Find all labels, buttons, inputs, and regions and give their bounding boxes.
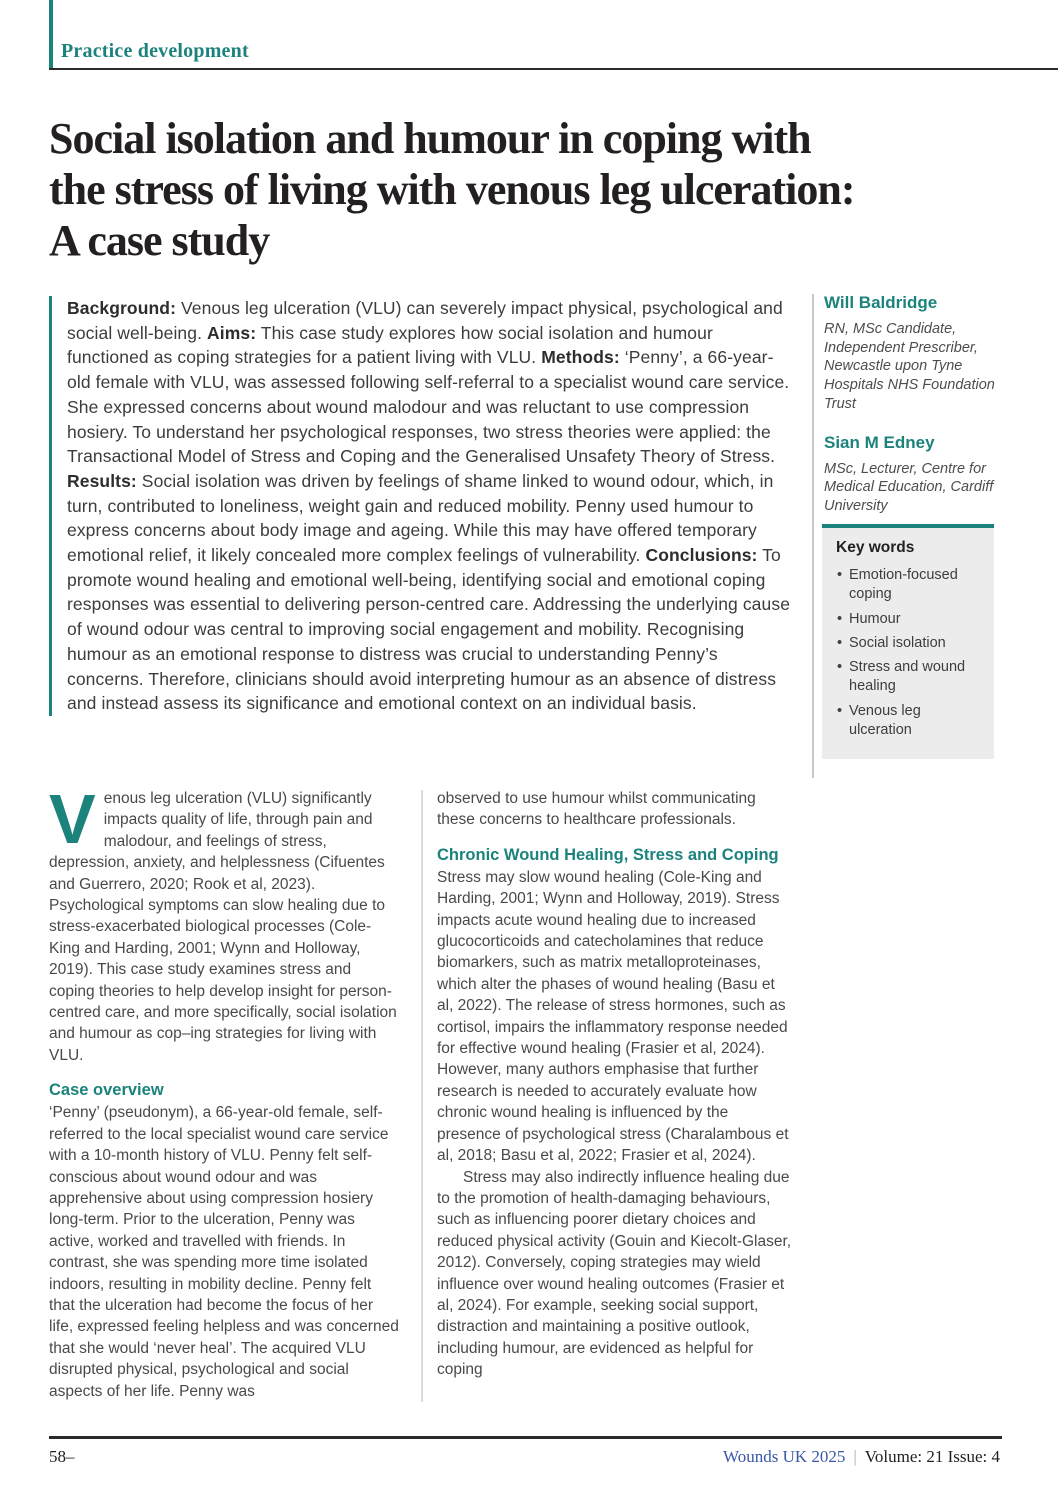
article-title — [49, 113, 855, 266]
body-column-right — [437, 788, 793, 1381]
section-kicker: Practice development — [61, 40, 249, 62]
author-name-2: Sian M Edney — [824, 432, 935, 452]
author-affiliation-2: MSc, Lecturer, Centre for Medical Education, Cardiff University — [824, 460, 994, 514]
author-affiliation-1: RN, MSc Candidate, Independent Prescriber, Newcastle upon Tyne Hospitals NHS Foundation Trust — [824, 321, 995, 412]
abstract-label-conclusions: Conclusions: — [645, 545, 758, 566]
abstract-segment-aims: This case study explores how social isolation and humour functioned as coping strategies for a patient living with VLU. — [67, 322, 713, 368]
abstract-block — [49, 296, 797, 716]
keywords-list — [836, 566, 984, 740]
volume-issue: Volume: 21 Issue: 4 — [864, 1447, 1000, 1466]
title-line-3: A case study — [49, 216, 270, 265]
sidebar-divider-rule — [812, 294, 814, 778]
abstract-label-aims: Aims: — [207, 322, 257, 343]
body-column-left — [49, 780, 401, 1402]
header-rule — [49, 68, 1058, 70]
title-line-2: the stress of living with venous leg ulceration: — [49, 165, 855, 214]
intro-text: enous leg ulceration (VLU) significantly impacts quality of life, through pain and malodour, and feelings of stress, depression, anxiety, and helplessness (Cifuentes and Guerrero, 2020; Rook et al, 2023). Psychological symptoms can slow healing due to stress-exacerbated biological processes (Cole-King and Harding, 2001; Wynn and Holloway, 2019). This case study examines stress and coping theories to help develop insight for person-centred care, and more specifically, social isolation and humour as cop–ing strategies for living with VLU. — [49, 790, 397, 1064]
section-heading-case-overview: Case overview — [49, 1081, 164, 1100]
chronic-wound-paragraph-1: Stress may slow wound healing (Cole-King and Harding, 2001; Wynn and Holloway, 2019). Stress impacts acute wound healing due to increased glucocorticoids and catecholamines that reduce biomarkers, such as matrix metalloproteinases, which alter the phases of wound healing (Basu et al, 2022). The release of stress hormones, such as cortisol, impairs the inflammatory response needed for effective wound healing (Frasier et al, 2024). However, many authors emphasise that further research is needed to accurately evaluate how chronic wound healing is influenced by the presence of psychological stress (Charalambous et al, 2018; Basu et al, 2022; Frasier et al, 2024). — [437, 868, 789, 1165]
keyword-item: • Stress and wound healing — [836, 658, 984, 697]
abstract-segment-background: Venous leg ulceration (VLU) can severely impact physical, psychological and social well-being. — [67, 298, 783, 343]
footer-separator: | — [853, 1447, 857, 1466]
author-name-1: Will Baldridge — [824, 293, 938, 312]
chronic-wound-paragraph-2: Stress may also indirectly influence healing due to the promotion of health-damaging behaviours, such as influencing poorer dietary choices and reduced physical activity (Gouin and Kiecolt-Glaser, 2012). Conversely, coping strategies may wield influence over wound healing outcomes (Frasier et al, 2024). For example, seeking social support, distraction and maintaining a positive outlook, including humour, are evidenced as helpful for coping — [437, 1168, 792, 1379]
continuation-paragraph: observed to use humour whilst communicating these concerns to healthcare professionals. — [437, 790, 756, 829]
keyword-item: • Humour — [836, 610, 984, 629]
drop-cap: V — [49, 780, 96, 858]
abstract-segment-methods: ‘Penny’, a 66-year-old female with VLU, was assessed following self-referral to a specialist wound care service. She expressed concerns about wound malodour and was reluctant to use compression hosiery. To understand her psychological responses, two stress theories were applied: the Transactional Model of Stress and Coping and the Generalised Unsafety Theory of Stress. — [67, 347, 790, 467]
keywords-box — [822, 524, 994, 759]
journal-name: Wounds UK 2025 — [723, 1447, 846, 1466]
title-line-1: Social isolation and humour in coping with — [49, 114, 811, 163]
keyword-item: • Emotion-focused coping — [836, 566, 984, 605]
abstract-text — [67, 296, 797, 716]
author-panel — [824, 293, 1006, 535]
abstract-segment-conclusions: To promote wound healing and emotional well-being, identifying social and emotional coping responses was essential to delivering person-centred care. Addressing the underlying cause of wound odour was central to improving social engagement and mobility. Recognising humour as an emotional response to distress was crucial to understanding Penny’s concerns. Therefore, clinicians should avoid interpreting humour as an absence of distress and instead assess its significance and emotional context on an individual basis. — [67, 545, 791, 714]
keyword-item: • Social isolation — [836, 634, 984, 653]
abstract-segment-results: Social isolation was driven by feelings of shame linked to wound odour, which, in turn, contributed to loneliness, weight gain and reduced mobility. Penny used humour to express concerns about body image and ageing. While this may have offered temporary emotional relief, it likely concealed more complex feelings of vulnerability. — [67, 470, 774, 566]
abstract-label-methods: Methods: — [541, 347, 620, 368]
abstract-label-results: Results: — [67, 470, 137, 491]
column-divider-rule — [421, 790, 423, 1402]
keywords-heading: Key words — [836, 539, 915, 556]
section-heading-chronic-wound-healing: Chronic Wound Healing, Stress and Coping — [437, 845, 779, 864]
journal-reference — [723, 1447, 1000, 1467]
intro-paragraph — [49, 780, 401, 1066]
footer-rule — [49, 1436, 1002, 1439]
keyword-item: • Venous leg ulceration — [836, 702, 984, 741]
page-number: 58– — [49, 1447, 75, 1466]
section-accent-bar — [49, 0, 53, 68]
case-overview-paragraph: ‘Penny’ (pseudonym), a 66-year-old female, self-referred to the local specialist wound care service with a 10-month history of VLU. Penny felt self-conscious about wound odour and was apprehensive about using compression hosiery long-term. Prior to the ulceration, Penny was active, worked and travelled with friends. In contrast, she was spending more time isolated indoors, resulting in mobility decline. Penny felt that the ulceration had become the focus of her life, expressed feeling helpless and was concerned that she would ‘never heal’. The acquired VLU disrupted physical, psychological and social aspects of her life. Penny was — [49, 1104, 399, 1400]
abstract-label-background: Background: — [67, 298, 177, 318]
